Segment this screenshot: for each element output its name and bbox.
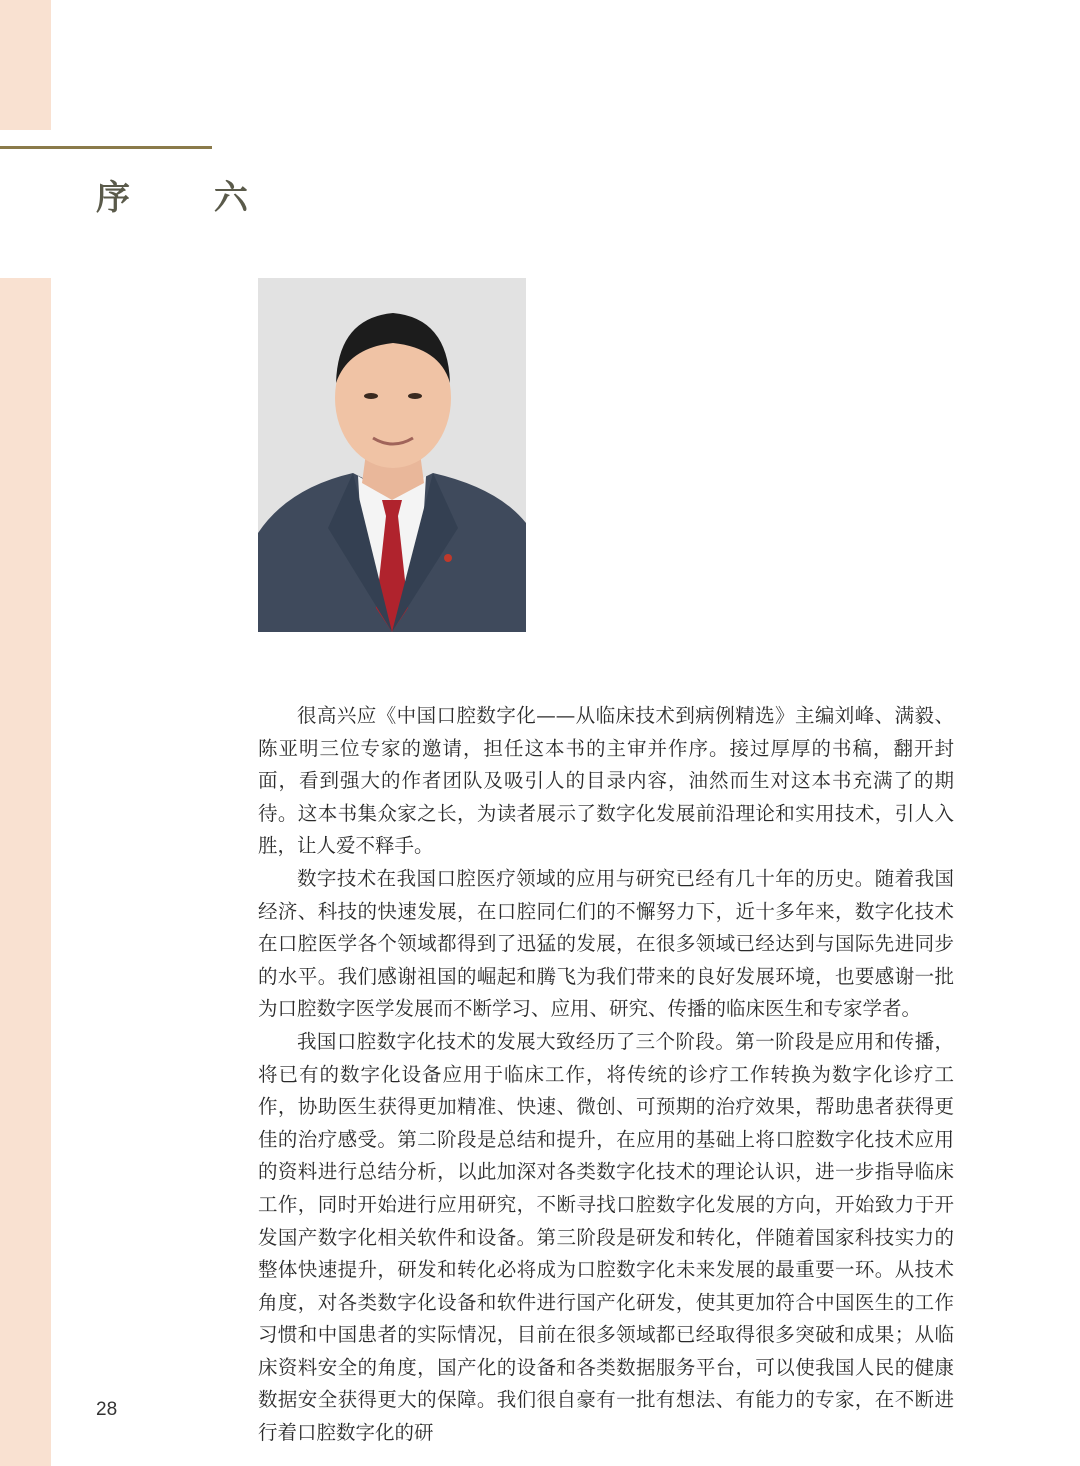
preface-body bbox=[258, 700, 954, 1450]
page-number: 28 bbox=[96, 1399, 118, 1420]
side-band-bottom bbox=[0, 278, 51, 1466]
section-title: 序 六 bbox=[96, 178, 284, 218]
portrait-icon bbox=[258, 278, 526, 632]
paragraph: 数字技术在我国口腔医疗领域的应用与研究已经有几十年的历史。随着我国经济、科技的快速发展，在口腔同仁们的不懈努力下，近十多年来，数字化技术在口腔医学各个领域都得到了迅猛的发展，在很多领域已经达到与国际先进同步的水平。我们感谢祖国的崛起和腾飞为我们带来的良好发展环境，也要感谢一批为口腔数字医学发展而不断学习、应用、研究、传播的临床医生和专家学者。 bbox=[258, 866, 954, 1021]
paragraph: 我国口腔数字化技术的发展大致经历了三个阶段。第一阶段是应用和传播，将已有的数字化设备应用于临床工作，将传统的诊疗工作转换为数字化诊疗工作，协助医生获得更加精准、快速、微创、可预期的治疗效果，帮助患者获得更佳的治疗感受。第二阶段是总结和提升，在应用的基础上将口腔数字化技术应用的资料进行总结分析，以此加深对各类数字化技术的理论认识，进一步指导临床工作，同时开始进行应用研究，不断寻找口腔数字化发展的方向，开始致力于开发国产数字化相关软件和设备。第三阶段是研发和转化，伴随着国家科技实力的整体快速提升，研发和转化必将成为口腔数字化未来发展的最重要一环。从技术角度，对各类数字化设备和软件进行国产化研发，使其更加符合中国医生的工作习惯和中国患者的实际情况，目前在很多领域都已经取得很多突破和成果；从临床资料安全的角度，国产化的设备和各类数据服务平台，可以使我国人民的健康数据安全获得更大的保障。我们很自豪有一批有想法、有能力的专家，在不断进行着口腔数字化的研 bbox=[258, 1029, 954, 1445]
title-rule bbox=[0, 146, 212, 149]
paragraph: 很高兴应《中国口腔数字化——从临床技术到病例精选》主编刘峰、满毅、陈亚明三位专家的邀请，担任这本书的主审并作序。接过厚厚的书稿，翻开封面，看到强大的作者团队及吸引人的目录内容，油然而生对这本书充满了的期待。这本书集众家之长，为读者展示了数字化发展前沿理论和实用技术，引人入胜，让人爱不释手。 bbox=[258, 704, 954, 858]
portrait-photo bbox=[258, 278, 526, 632]
side-band-top bbox=[0, 0, 51, 130]
